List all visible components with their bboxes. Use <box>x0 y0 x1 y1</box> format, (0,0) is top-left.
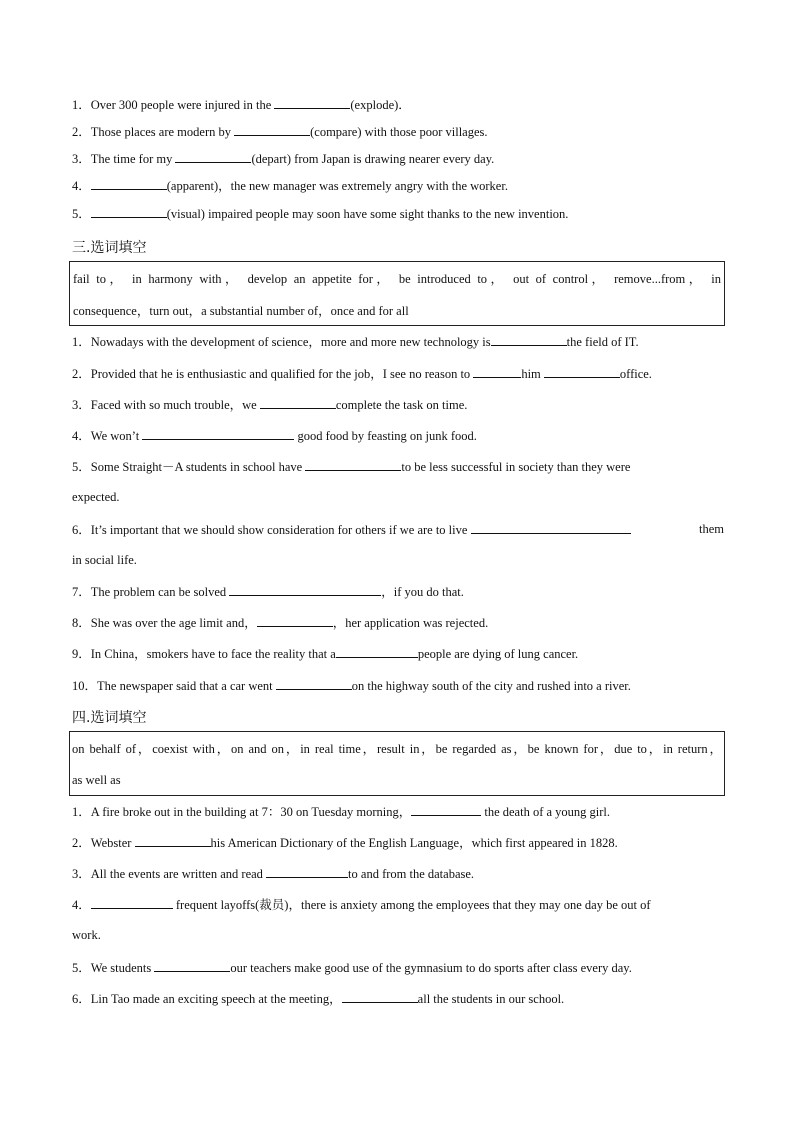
s2-item-4: 4． (apparent)，the new manager was extremely angry with the worker. <box>72 179 508 193</box>
s4-q5: 5．We students our teachers make good use of the gymnasium to do sports after class every day. <box>72 961 632 975</box>
section-4-word-box: on behalf of，coexist with，on and on，in real time，result in，be regarded as，be known for，due to，in return， as well as <box>69 731 725 796</box>
answer-blank[interactable] <box>336 645 418 658</box>
s2-item-3: 3．The time for my (depart) from Japan is drawing nearer every day. <box>72 152 495 166</box>
answer-blank[interactable] <box>91 896 173 909</box>
answer-blank[interactable] <box>229 583 381 596</box>
answer-blank[interactable] <box>473 365 521 378</box>
answer-blank[interactable] <box>91 177 167 190</box>
s3-q4: 4．We won’t good food by feasting on junk food. <box>72 429 477 443</box>
answer-blank[interactable] <box>471 521 631 534</box>
section-3-word-box: fail to， in harmony with， develop an appetite for， be introduced to， out of control， remove...from， in consequence，turn out，a substantial number of，once and for all <box>69 261 725 326</box>
answer-blank[interactable] <box>175 150 251 163</box>
s4-q4: 4． frequent layoffs(裁员)，there is anxiety among the employees that they may one day be out of <box>72 898 651 912</box>
answer-blank[interactable] <box>234 123 310 136</box>
s3-q7: 7．The problem can be solved ，if you do that. <box>72 585 464 599</box>
s4-q1: 1．A fire broke out in the building at 7：30 on Tuesday morning， the death of a young girl. <box>72 805 611 819</box>
s3-q5-cont: expected. <box>72 490 120 504</box>
answer-blank[interactable] <box>342 990 418 1003</box>
answer-blank[interactable] <box>411 803 481 816</box>
s4-q3: 3．All the events are written and read to and from the database. <box>72 867 475 881</box>
answer-blank[interactable] <box>142 427 294 440</box>
answer-blank[interactable] <box>266 865 348 878</box>
s3-q8: 8．She was over the age limit and， ，her application was rejected. <box>72 616 489 630</box>
answer-blank[interactable] <box>305 458 401 471</box>
answer-blank[interactable] <box>491 333 567 346</box>
s2-item-1: 1．Over 300 people were injured in the (explode)． <box>72 98 411 112</box>
s3-q6-cont: in social life. <box>72 553 137 567</box>
s3-q2: 2．Provided that he is enthusiastic and qualified for the job，I see no reason to him office. <box>72 367 652 381</box>
answer-blank[interactable] <box>276 677 352 690</box>
s3-q9: 9．In China，smokers have to face the reality that a people are dying of lung cancer. <box>72 647 579 661</box>
s3-q6: 6．It’s important that we should show consideration for others if we are to live them <box>72 522 724 537</box>
s4-q6: 6．Lin Tao made an exciting speech at the meeting， all the students in our school. <box>72 992 565 1006</box>
answer-blank[interactable] <box>544 365 620 378</box>
s2-item-2: 2．Those places are modern by (compare) with those poor villages. <box>72 125 488 139</box>
s4-q4-cont: work. <box>72 928 101 942</box>
answer-blank[interactable] <box>257 614 333 627</box>
s3-q10: 10．The newspaper said that a car went on the highway south of the city and rushed into a river. <box>72 679 631 693</box>
item-number: 1． <box>72 98 91 112</box>
s2-item-5: 5． (visual) impaired people may soon have some sight thanks to the new invention. <box>72 207 569 221</box>
section-3-title: 三.选词填空 <box>72 240 147 256</box>
answer-blank[interactable] <box>135 834 211 847</box>
answer-blank[interactable] <box>91 205 167 218</box>
s3-q3: 3．Faced with so much trouble，we complete the task on time. <box>72 398 468 412</box>
answer-blank[interactable] <box>154 959 230 972</box>
s4-q2: 2．Webster his American Dictionary of the English Language，which first appeared in 1828. <box>72 836 618 850</box>
s3-q1: 1．Nowadays with the development of science，more and more new technology is the field of IT. <box>72 335 639 349</box>
section-4-title: 四.选词填空 <box>72 710 147 726</box>
answer-blank[interactable] <box>260 396 336 409</box>
s3-q5: 5．Some Straight－A students in school have to be less successful in society than they were <box>72 460 631 474</box>
answer-blank[interactable] <box>274 96 350 109</box>
